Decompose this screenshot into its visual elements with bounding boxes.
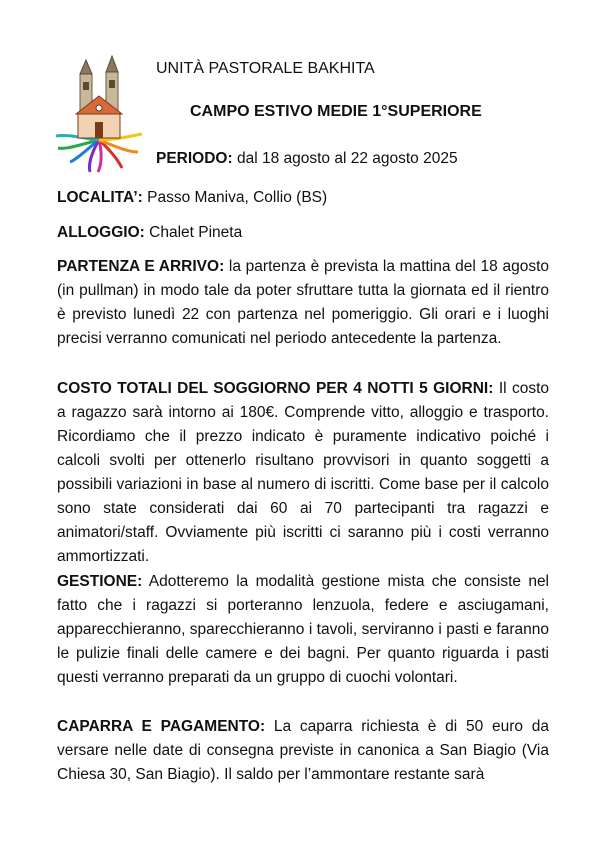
section-partenza	[57, 255, 549, 351]
section-text: Il costo a ragazzo sarà intorno ai 180€. Comprende vitto, alloggio e trasporto. Ricordiamo che il prezzo indicato è puramente indicativo poiché i calcoli svolti per ottenerlo risultano provvisori in quanto soggetti a possibili variazioni in base al numero di iscritti. Come base per il calcolo sono state considerati dai 60 ai 70 partecipanti tra ragazzi e animatori/staff. Ovviamente più iscritti ci saranno più i costi verranno ammortizzati.	[57, 380, 550, 565]
period-value: dal 18 agosto al 22 agosto 2025	[236, 150, 458, 167]
period-label: PERIODO:	[156, 150, 233, 167]
parish-logo	[52, 52, 146, 174]
section-alloggio	[57, 221, 549, 245]
section-label: CAPARRA E PAGAMENTO:	[57, 718, 266, 735]
section-caparra	[57, 715, 549, 787]
period-line	[156, 150, 458, 168]
section-label: LOCALITA’:	[57, 189, 143, 206]
section-label: PARTENZA E ARRIVO:	[57, 258, 225, 275]
church-rays-icon	[52, 52, 146, 174]
section-label: ALLOGGIO:	[57, 224, 145, 241]
section-gestione	[57, 570, 549, 690]
section-text: La caparra richiesta è di 50 euro da versare nelle date di consegna previste in canonica a San Biagio (Via Chiesa 30, San Biagio). Il saldo per l’ammontare restante sarà	[57, 718, 549, 783]
document-title: CAMPO ESTIVO MEDIE 1°SUPERIORE	[190, 103, 482, 120]
section-label: COSTO TOTALI DEL SOGGIORNO PER 4 NOTTI 5 GIORNI:	[57, 380, 494, 397]
section-text: Adotteremo la modalità gestione mista che consiste nel fatto che i ragazzi si porteranno lenzuola, federe e asciugamani, apparecchieranno, sparecchieranno i tavoli, serviranno i pasti e faranno le pulizie finali delle camere e dei bagni. Per quanto riguarda i pasti questi verranno preparati da un gruppo di cuochi volontari.	[57, 573, 550, 686]
section-text: la partenza è prevista la mattina del 18 agosto (in pullman) in modo tale da poter sfruttare tutta la giornata ed il rientro è previsto lunedì 22 con partenza nel pomeriggio. Gli orari e i luoghi precisi verranno comunicati nel periodo antecedente la partenza.	[57, 258, 549, 347]
section-text: Chalet Pineta	[149, 224, 243, 241]
organization-name: UNITÀ PASTORALE BAKHITA	[156, 60, 375, 77]
section-costo	[57, 377, 549, 569]
section-localita	[57, 186, 549, 210]
section-label: GESTIONE:	[57, 573, 143, 590]
section-text: Passo Maniva, Collio (BS)	[147, 189, 328, 206]
